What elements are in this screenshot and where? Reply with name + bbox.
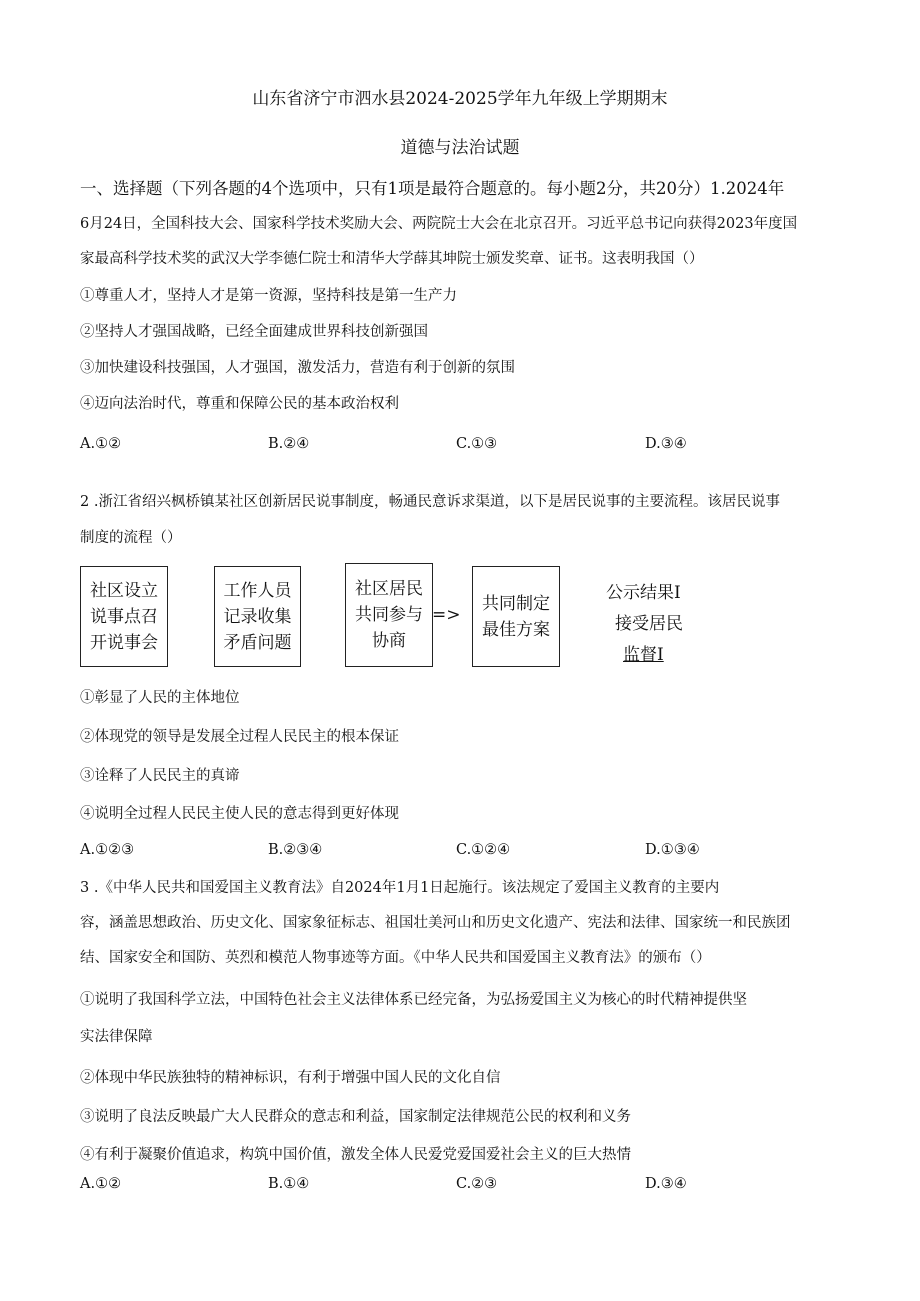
flow-tail-line: 公示结果I xyxy=(606,583,681,603)
flow-box-line: 共同制定 xyxy=(482,593,550,614)
option-b[interactable]: B.②④ xyxy=(268,436,310,452)
flow-box-2 xyxy=(214,566,301,667)
option-b[interactable]: B.①④ xyxy=(268,1176,310,1192)
flow-tail-line: 接受居民 xyxy=(615,614,683,634)
exam-subtitle: 道德与法治试题 xyxy=(400,138,520,158)
question-text-line: 6月24日，全国科技大会、国家科学技术奖励大会、两院院士大会在北京召开。习近平总书记向获得2023年度国 xyxy=(80,216,798,232)
flow-box-line: 社区居民 xyxy=(355,579,423,599)
flow-box-line: 矛盾问题 xyxy=(223,632,292,653)
flow-box-line: 记录收集 xyxy=(223,606,292,627)
flow-tail-line: 监督I xyxy=(623,645,664,665)
option-a[interactable]: A.①②③ xyxy=(80,842,135,858)
statement-4: ④说明全过程人民民主使人民的意志得到更好体现 xyxy=(80,806,399,822)
option-d[interactable]: D.③④ xyxy=(645,436,687,452)
statement-1: ①彰显了人民的主体地位 xyxy=(80,690,240,706)
statement-1: ①说明了我国科学立法，中国特色社会主义法律体系已经完备，为弘扬爱国主义为核心的时代精神提供坚 xyxy=(80,992,747,1008)
question-text-line: 3 .《中华人民共和国爱国主义教育法》自2024年1月1日起施行。该法规定了爱国主义教育的主要内 xyxy=(80,880,720,896)
statement-2: ②体现党的领导是发展全过程人民民主的根本保证 xyxy=(80,729,399,745)
flow-box-line: 开说事会 xyxy=(90,632,158,653)
option-c[interactable]: C.①③ xyxy=(456,436,498,452)
exam-title: 山东省济宁市泗水县2024-2025学年九年级上学期期末 xyxy=(252,89,668,109)
option-a[interactable]: A.①② xyxy=(80,436,122,452)
statement-2: ②体现中华民族独特的精神标识，有利于增强中国人民的文化自信 xyxy=(80,1070,501,1086)
question-text-line: 制度的流程（） xyxy=(80,530,182,546)
statement-3: ③诠释了人民民主的真谛 xyxy=(80,768,240,784)
flow-box-line: 共同参与 xyxy=(355,605,423,625)
option-b[interactable]: B.②③④ xyxy=(268,842,323,858)
flow-box-3 xyxy=(345,563,433,667)
statement-1-continued: 实法律保障 xyxy=(80,1029,153,1045)
flow-box-4 xyxy=(472,566,560,667)
flow-box-line: 说事点召 xyxy=(90,606,158,627)
option-d[interactable]: D.③④ xyxy=(645,1176,687,1192)
statement-4: ④有利于凝聚价值追求，构筑中国价值，激发全体人民爱党爱国爱社会主义的巨大热情 xyxy=(80,1147,631,1163)
option-a[interactable]: A.①② xyxy=(80,1176,122,1192)
flow-box-1 xyxy=(80,566,168,667)
question-text-line: 2 .浙江省绍兴枫桥镇某社区创新居民说事制度，畅通民意诉求渠道，以下是居民说事的主要流程。该居民说事 xyxy=(80,494,780,510)
flow-box-line: 最佳方案 xyxy=(482,619,550,640)
option-d[interactable]: D.①③④ xyxy=(645,842,700,858)
question-text-line: 结、国家安全和国防、英烈和模范人物事迹等方面。《中华人民共和国爱国主义教育法》的颁布（） xyxy=(80,950,711,966)
question-text-line: 家最高科学技术奖的武汉大学李德仁院士和清华大学薛其坤院士颁发奖章、证书。这表明我国（） xyxy=(80,251,704,267)
flow-arrow-icon: => xyxy=(432,605,461,625)
flow-box-line: 协商 xyxy=(372,631,406,651)
flow-box-line: 社区设立 xyxy=(90,580,158,601)
question-text-line: 容，涵盖思想政治、历史文化、国家象征标志、祖国壮美河山和历史文化遗产、宪法和法律、国家统一和民族团 xyxy=(80,915,791,931)
statement-3: ③加快建设科技强国，人才强国，激发活力，营造有利于创新的氛围 xyxy=(80,360,515,376)
statement-3: ③说明了良法反映最广大人民群众的意志和利益，国家制定法律规范公民的权利和义务 xyxy=(80,1109,631,1125)
flow-box-line: 工作人员 xyxy=(223,580,292,601)
statement-4: ④迈向法治时代，尊重和保障公民的基本政治权利 xyxy=(80,396,399,412)
statement-2: ②坚持人才强国战略，已经全面建成世界科技创新强国 xyxy=(80,324,428,340)
section-heading: 一、选择题（下列各题的4个选项中，只有1项是最符合题意的。每小题2分，共20分）1.2024年 xyxy=(80,179,785,198)
option-c[interactable]: C.①②④ xyxy=(456,842,511,858)
statement-1: ①尊重人才，坚持人才是第一资源，坚持科技是第一生产力 xyxy=(80,288,457,304)
option-c[interactable]: C.②③ xyxy=(456,1176,498,1192)
